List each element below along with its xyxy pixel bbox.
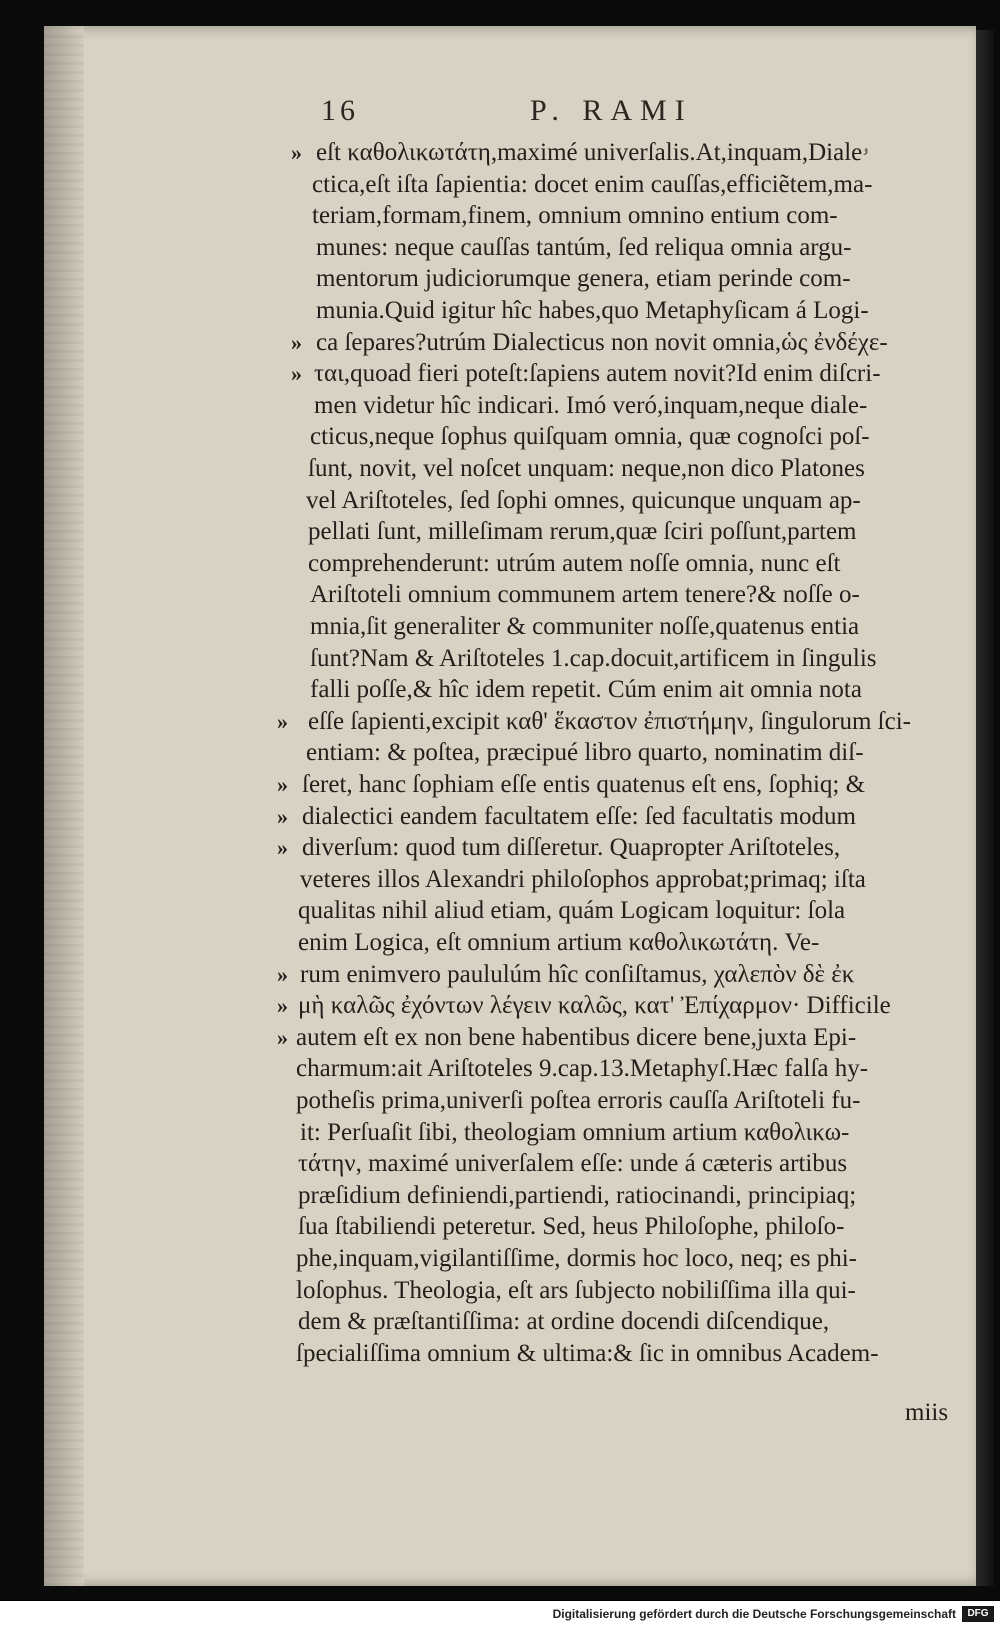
text-line: vel Ariſtoteles, ſed ſophi omnes, quicunque unquam ap- bbox=[306, 486, 861, 514]
text-line: ſeret, hanc ſophiam eſſe entis quatenus eſt ens, ſophiq; & bbox=[302, 771, 866, 798]
quotation-marker: » bbox=[277, 708, 288, 734]
footer-credit: Digitalisierung gefördert durch die Deutsche Forschungsgemeinschaft bbox=[552, 1607, 956, 1621]
text-line: ſua ſtabiliendi peteretur. Sed, heus Philoſophe, philoſo- bbox=[298, 1213, 845, 1241]
text-line: eſt καθολικωτάτη,maximé univerſalis.At,inquam,Dialeۥ bbox=[316, 139, 869, 166]
catchword: miis bbox=[905, 1399, 949, 1426]
text-line: men videtur hîc indicari. Imó veró,inquam,neque diale- bbox=[314, 391, 868, 419]
quotation-marker: » bbox=[277, 835, 288, 861]
text-line: μὴ καλῶς ἐχόντων λέγειν καλῶς, κατ' Ἐπίχαρμον· Difficile bbox=[298, 992, 891, 1020]
text-line: entiam: & poſtea, præcipué libro quarto, nominatim diſ- bbox=[306, 739, 864, 767]
text-line: charmum:ait Ariſtoteles 9.cap.13.Metaphyſ.Hæc falſa hy- bbox=[296, 1055, 869, 1083]
text-line: dem & præſtantiſſima: at ordine docendi diſcendique, bbox=[298, 1308, 830, 1336]
text-line: mnia,ſit generaliter & communiter noſſe,quatenus entia bbox=[310, 613, 860, 640]
text-line: præſidium definiendi,partiendi, ratiocinandi, principiaq; bbox=[298, 1181, 857, 1209]
gutter-texture bbox=[44, 26, 84, 1586]
quotation-marker: » bbox=[291, 361, 302, 387]
text-line: Ariſtoteli omnium communem artem tenere?& noſſe o- bbox=[310, 581, 860, 609]
next-page-edge bbox=[976, 30, 994, 1586]
digitization-footer bbox=[0, 1601, 1000, 1629]
text-line: potheſis prima,univerſi poſtea erroris cauſſa Ariſtoteli fu- bbox=[296, 1087, 861, 1114]
text-line: veteres illos Alexandri philoſophos approbat;primaq; iſta bbox=[300, 865, 866, 893]
page-header bbox=[0, 94, 1000, 134]
text-line: it: Perſuaſit ſibi, theologiam omnium artium καθολικω- bbox=[300, 1118, 850, 1146]
text-line: ſpecialiſſima omnium & ultima:& ſic in omnibus Academ- bbox=[296, 1339, 879, 1367]
text-line: munia.Quid igitur hîc habes,quo Metaphyſicam á Logi- bbox=[316, 297, 869, 324]
text-line: ται,quoad fieri poteſt:ſapiens autem novit?Id enim diſcri- bbox=[314, 360, 881, 388]
text-line: teriam,formam,finem, omnium omnino entium com- bbox=[312, 202, 838, 230]
text-line: comprehenderunt: utrúm autem noſſe omnia, nunc eſt bbox=[308, 549, 841, 577]
quotation-marker: » bbox=[277, 993, 288, 1019]
text-line: enim Logica, eſt omnium artium καθολικωτάτη. Ve- bbox=[298, 929, 820, 956]
quotation-marker: » bbox=[291, 140, 302, 165]
text-line: dialectici eandem facultatem eſſe: ſed facultatis modum bbox=[302, 802, 856, 830]
text-line: cticus,neque ſophus quiſquam omnia, quæ cognoſci poſ- bbox=[310, 423, 870, 451]
text-line: ſunt, novit, vel noſcet unquam: neque,non dico Platones bbox=[308, 455, 865, 482]
text-line: phe,inquam,vigilantiſſime, dormis hoc loco, neq; es phi- bbox=[296, 1245, 858, 1272]
text-line: mentorum judiciorumque genera, etiam perinde com- bbox=[316, 265, 851, 293]
text-line: munes: neque cauſſas tantúm, ſed reliqua omnia argu- bbox=[316, 233, 852, 261]
quotation-marker: » bbox=[277, 772, 288, 797]
text-line: ctica,eſt iſta ſapientia: docet enim cauſſas,efficiẽtem,ma- bbox=[312, 170, 873, 198]
text-line: ſunt?Nam & Ariſtoteles 1.cap.docuit,artificem in ſingulis bbox=[310, 644, 877, 672]
quotation-marker: » bbox=[277, 803, 288, 829]
text-line: qualitas nihil aliud etiam, quám Logicam loquitur: ſola bbox=[298, 897, 846, 925]
text-line: diverſum: quod tum diſſeretur. Quapropter Ariſtoteles, bbox=[302, 834, 841, 862]
text-line: pellati ſunt, milleſimam rerum,quæ ſciri poſſunt,partem bbox=[308, 518, 857, 546]
text-line: rum enimvero paululúm hîc conſiſtamus, χαλεπὸν δὲ ἐκ bbox=[300, 960, 855, 988]
text-line: eſſe ſapienti,excipit καθ' ἕκαστον ἐπιστήμην, ſingulorum ſci- bbox=[308, 707, 911, 735]
text-line: ca ſepares?utrúm Dialecticus non novit omnia,ὡς ἐνδέχε- bbox=[316, 328, 888, 356]
text-line: τάτην, maximé univerſalem eſſe: unde á cæteris artibus bbox=[298, 1150, 848, 1178]
running-head: P. RAMI bbox=[530, 94, 693, 127]
quotation-marker: » bbox=[277, 961, 288, 987]
folio-number: 16 bbox=[321, 94, 359, 127]
quotation-marker: » bbox=[277, 1024, 288, 1050]
page-gutter bbox=[44, 26, 84, 1586]
text-line: autem eſt ex non bene habentibus dicere bene,juxta Epi- bbox=[296, 1023, 857, 1051]
text-line: falli poſſe,& hîc idem repetit. Cúm enim ait omnia nota bbox=[310, 676, 862, 704]
text-line: loſophus. Theologia, eſt ars ſubjecto nobiliſſima illa qui- bbox=[296, 1276, 856, 1304]
quotation-marker: » bbox=[291, 329, 302, 355]
dfg-logo: DFG bbox=[962, 1606, 994, 1622]
